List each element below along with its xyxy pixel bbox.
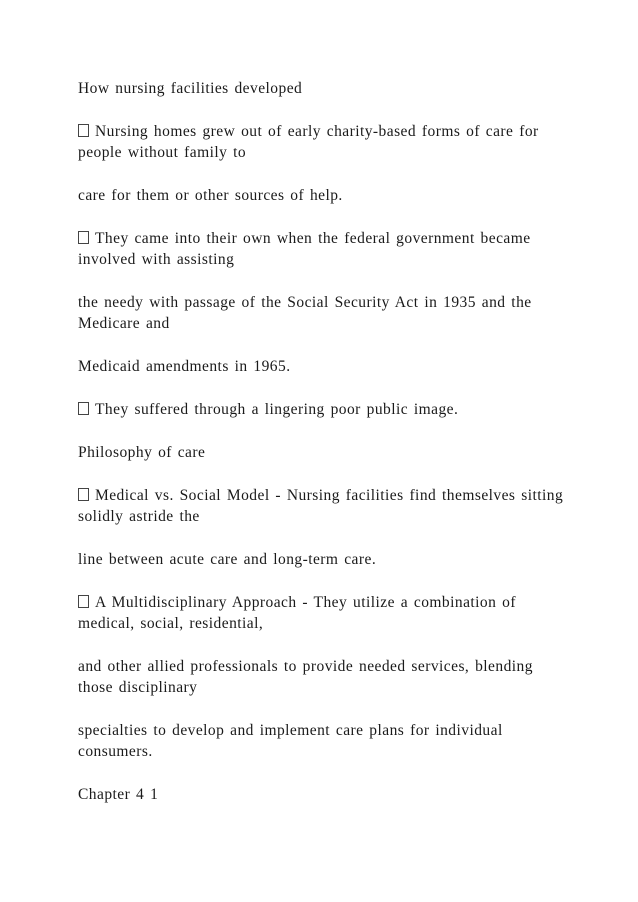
section-subheading: Philosophy of care [78,444,206,461]
paragraph-text: They suffered through a lingering poor public image. [95,401,459,418]
paragraph-text: They came into their own when the federal government became involved with assisting [78,230,531,268]
paragraph: specialties to develop and implement care plans for individual consumers. [78,722,503,760]
section-heading: How nursing facilities developed [78,80,303,97]
paragraph: Medicaid amendments in 1965. [78,358,291,375]
paragraph: line between acute care and long-term care. [78,551,377,568]
bullet-paragraph [78,228,568,270]
bullet-icon [78,124,89,137]
document-page [78,78,568,827]
bullet-paragraph [78,592,568,634]
paragraph: care for them or other sources of help. [78,187,343,204]
bullet-icon [78,231,89,244]
paragraph-text: Nursing homes grew out of early charity-based forms of care for people without family to [78,123,539,161]
bullet-icon [78,402,89,415]
paragraph: and other allied professionals to provide needed services, blending those disciplinary [78,658,533,696]
bullet-icon [78,595,89,608]
page-footer: Chapter 4 1 [78,786,159,803]
bullet-icon [78,488,89,501]
bullet-paragraph [78,399,568,420]
bullet-paragraph [78,485,568,527]
bullet-paragraph [78,121,568,163]
paragraph-text: Medical vs. Social Model - Nursing facilities find themselves sitting solidly astride the [78,487,564,525]
paragraph: the needy with passage of the Social Security Act in 1935 and the Medicare and [78,294,532,332]
paragraph-text: A Multidisciplinary Approach - They utilize a combination of medical, social, residential, [78,594,516,632]
